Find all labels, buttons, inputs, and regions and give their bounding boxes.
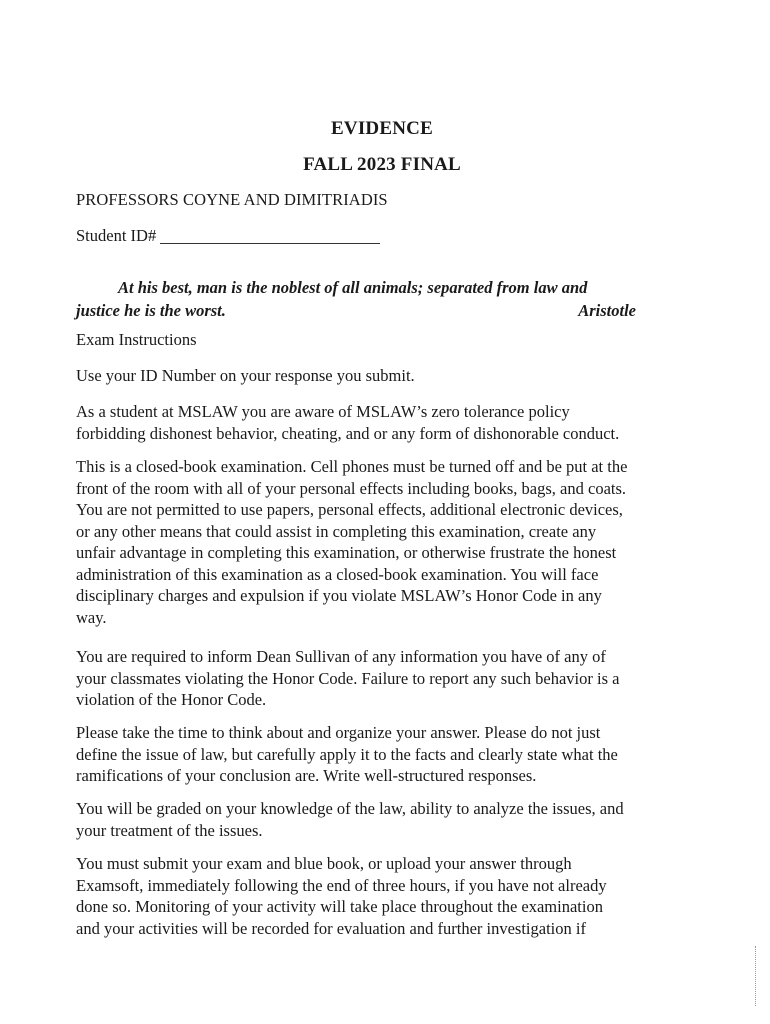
- instruction-paragraph: [76, 722, 676, 787]
- instruction-paragraph: [76, 853, 676, 939]
- quote-line-2: [76, 299, 636, 322]
- student-id-blank: [160, 229, 380, 244]
- paragraph-line: unfair advantage in completing this examination, or otherwise frustrate the honest: [76, 543, 617, 562]
- instruction-paragraph: [76, 401, 676, 444]
- paragraph-line: Please take the time to think about and organize your answer. Please do not just: [76, 723, 601, 742]
- paragraph-line: front of the room with all of your personal effects including books, bags, and coats.: [76, 478, 627, 498]
- paragraph-line: You are required to inform Dean Sullivan of any information you have of any of: [76, 647, 606, 666]
- professors-line: PROFESSORS COYNE AND DIMITRIADIS: [76, 190, 388, 209]
- paragraph-line: This is a closed-book examination. Cell phones must be turned off and be put at the: [76, 457, 628, 476]
- paragraph-line: You must submit your exam and blue book, or upload your answer through: [76, 854, 572, 873]
- paragraph-line: define the issue of law, but carefully apply it to the facts and clearly state what the: [76, 744, 618, 764]
- paragraph-line: your classmates violating the Honor Code. Failure to report any such behavior is a: [76, 668, 620, 688]
- paragraph-line: forbidding dishonest behavior, cheating, and or any form of dishonorable conduct.: [76, 423, 620, 443]
- student-id-label: Student ID#: [76, 226, 157, 245]
- paragraph-line: Examsoft, immediately following the end of three hours, if you have not already: [76, 875, 607, 895]
- epigraph-quote: [76, 276, 636, 322]
- exam-title: EVIDENCE: [331, 118, 433, 139]
- quote-line-1: At his best, man is the noblest of all animals; separated from law and: [118, 278, 588, 297]
- paragraph-line: your treatment of the issues.: [76, 820, 263, 840]
- instruction-paragraph: [76, 456, 676, 628]
- paragraph-line: You are not permitted to use papers, personal effects, additional electronic devices,: [76, 500, 623, 519]
- scan-edge-marks: [755, 946, 758, 1006]
- quote-author: Aristotle: [578, 301, 636, 320]
- paragraph-line: or any other means that could assist in completing this examination, create any: [76, 521, 597, 541]
- instruction-paragraph: [76, 646, 676, 711]
- paragraph-line: administration of this examination as a closed-book examination. You will face: [76, 564, 599, 584]
- instructions-heading: Exam Instructions: [76, 330, 197, 349]
- quote-line-2-text: justice he is the worst.: [76, 301, 226, 320]
- instruction-paragraph: [76, 798, 676, 841]
- paragraph-line: and your activities will be recorded for evaluation and further investigation if: [76, 918, 586, 938]
- paragraph-line: done so. Monitoring of your activity will take place throughout the examination: [76, 897, 603, 916]
- exam-subtitle: FALL 2023 FINAL: [303, 154, 461, 175]
- student-id-line: [76, 226, 380, 246]
- paragraph-line: You will be graded on your knowledge of the law, ability to analyze the issues, and: [76, 799, 624, 818]
- paragraph-line: ramifications of your conclusion are. Write well-structured responses.: [76, 766, 537, 785]
- paragraph-line: way.: [76, 607, 107, 627]
- paragraph-line: violation of the Honor Code.: [76, 690, 267, 709]
- instruction-paragraph: [76, 365, 676, 387]
- paragraph-line: Use your ID Number on your response you submit.: [76, 366, 415, 385]
- paragraph-line: As a student at MSLAW you are aware of MSLAW’s zero tolerance policy: [76, 402, 570, 421]
- paragraph-line: disciplinary charges and expulsion if you violate MSLAW’s Honor Code in any: [76, 586, 602, 605]
